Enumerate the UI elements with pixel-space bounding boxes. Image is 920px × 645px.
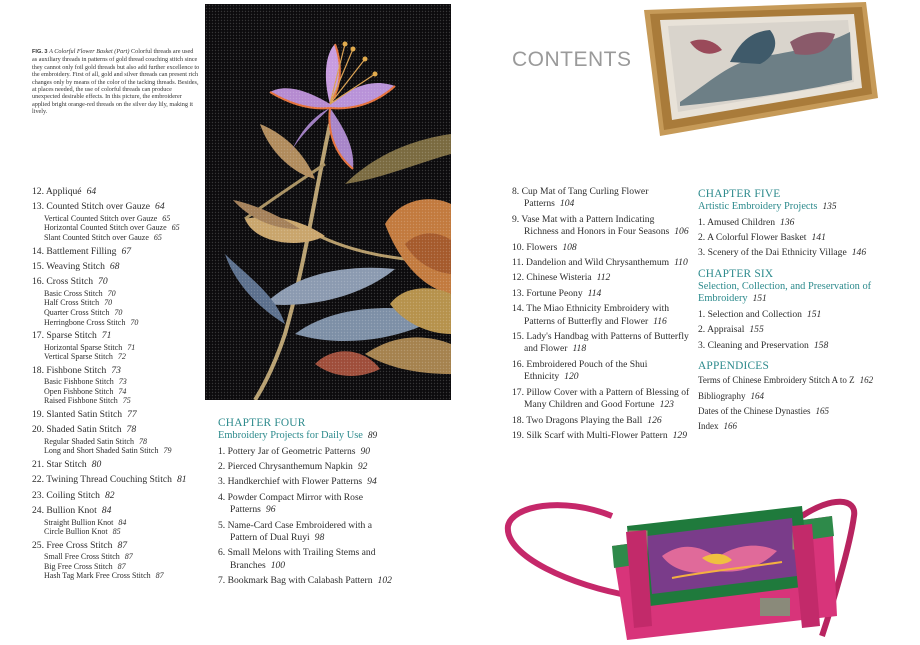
toc-entry[interactable]: Dates of the Chinese Dynasties 165 xyxy=(698,406,829,417)
toc-subentry[interactable]: Basic Cross Stitch 70 xyxy=(44,288,116,298)
toc-entry-12-applique[interactable]: 12. Appliqué 64 xyxy=(32,186,97,197)
toc-subentry[interactable]: Hash Tag Mark Free Cross Stitch 87 xyxy=(44,571,164,581)
chapter-five-title[interactable]: Artistic Embroidery Projects 135 xyxy=(698,201,837,212)
toc-entry[interactable]: 2. A Colorful Flower Basket 141 xyxy=(698,232,826,243)
toc-entry[interactable]: 1. Selection and Collection 151 xyxy=(698,309,822,320)
toc-subentry[interactable]: Long and Short Shaded Satin Stitch 79 xyxy=(44,446,172,456)
toc-entry[interactable]: 1. Pottery Jar of Geometric Patterns 90 xyxy=(218,445,371,457)
toc-entry-18-fishbone[interactable]: 18. Fishbone Stitch 73 xyxy=(32,364,121,376)
toc-entry[interactable]: 3. Handkerchief with Flower Patterns 94 xyxy=(218,476,377,488)
toc-entry[interactable]: 15. Lady's Handbag with Patterns of Butterfly and Flower 118 xyxy=(512,331,689,355)
toc-entry-20-shaded-satin[interactable]: 20. Shaded Satin Stitch 78 xyxy=(32,424,137,436)
chapter-six-label: CHAPTER SIX xyxy=(698,267,774,280)
toc-subentry[interactable]: Horizontal Counted Stitch over Gauze 65 xyxy=(44,223,180,233)
toc-entry[interactable]: 16. Embroidered Pouch of the Shui Ethnicity 120 xyxy=(512,358,648,383)
toc-entry[interactable]: Index 166 xyxy=(698,421,737,432)
toc-subentry[interactable]: Basic Fishbone Stitch 73 xyxy=(44,377,127,387)
toc-entry-22-twining[interactable]: 22. Twining Thread Couching Stitch 81 xyxy=(32,474,187,486)
toc-column-4 xyxy=(698,188,888,433)
contents-heading: CONTENTS xyxy=(512,48,632,71)
toc-subentry[interactable]: Open Fishbone Stitch 74 xyxy=(44,386,127,396)
toc-subentry[interactable]: Small Free Cross Stitch 87 xyxy=(44,552,133,562)
toc-entry[interactable]: Terms of Chinese Embroidery Stitch A to Z 162 xyxy=(698,375,874,386)
toc-subentry[interactable]: Slant Counted Stitch over Gauze 65 xyxy=(44,233,162,242)
toc-entry[interactable]: 19. Silk Scarf with Multi-Flower Pattern 129 xyxy=(512,429,688,441)
toc-entry-15-weaving[interactable]: 15. Weaving Stitch 68 xyxy=(32,261,120,272)
toc-subentry[interactable]: Quarter Cross Stitch 70 xyxy=(44,308,123,317)
handbag-illustration xyxy=(502,486,866,640)
figure-number: FIG. 3 xyxy=(32,49,48,55)
toc-entry-14-battlement[interactable]: 14. Battlement Filling 67 xyxy=(32,245,132,257)
toc-entry[interactable]: 3. Scenery of the Dai Ethnicity Village 146 xyxy=(698,247,867,259)
toc-entry-24-bullion[interactable]: 24. Bullion Knot 84 xyxy=(32,505,112,517)
toc-entry[interactable]: 8. Cup Mat of Tang Curling Flower Patterns 104 xyxy=(512,186,649,210)
appendices-label: APPENDICES xyxy=(698,360,769,373)
chapter-four-title[interactable]: Embroidery Projects for Daily Use 89 xyxy=(218,430,378,441)
toc-entry[interactable]: 13. Fortune Peony 114 xyxy=(512,287,602,299)
toc-entry-16-cross[interactable]: 16. Cross Stitch 70 xyxy=(32,276,108,288)
toc-subentry[interactable]: Herringbone Cross Stitch 70 xyxy=(44,317,139,327)
chapter-six-title[interactable]: Selection, Collection, and Preservation of Embroidery 151 xyxy=(698,280,872,305)
lily-illustration xyxy=(205,4,451,400)
toc-entry[interactable]: 2. Pierced Chrysanthemum Napkin 92 xyxy=(218,461,368,472)
toc-subentry[interactable]: Raised Fishbone Stitch 75 xyxy=(44,396,131,406)
toc-entry-25-free-cross[interactable]: 25. Free Cross Stitch 87 xyxy=(32,539,128,551)
toc-subentry[interactable]: Regular Shaded Satin Stitch 78 xyxy=(44,436,147,446)
toc-column-1 xyxy=(32,186,204,581)
toc-subentry[interactable]: Half Cross Stitch 70 xyxy=(44,298,113,308)
toc-entry-13-counted-stitch[interactable]: 13. Counted Stitch over Gauze 64 xyxy=(32,201,165,213)
toc-entry[interactable]: 10. Flowers 108 xyxy=(512,241,577,253)
toc-entry[interactable]: 1. Amused Children 136 xyxy=(698,216,795,228)
toc-entry[interactable]: 14. The Miao Ethnicity Embroidery with Patterns of Butterfly and Flower 116 xyxy=(512,303,670,327)
toc-entry[interactable]: 5. Name-Card Case Embroidered with a Pattern of Dual Ruyi 98 xyxy=(218,519,372,544)
toc-subentry[interactable]: Vertical Sparse Stitch 72 xyxy=(44,352,126,362)
toc-entry-23-coiling[interactable]: 23. Coiling Stitch 82 xyxy=(32,489,115,501)
toc-entry[interactable]: 17. Pillow Cover with a Pattern of Blessing of Many Children and Good Fortune 123 xyxy=(512,386,690,411)
toc-entry[interactable]: 7. Bookmark Bag with Calabash Pattern 102 xyxy=(218,575,392,587)
toc-entry[interactable]: 18. Two Dragons Playing the Ball 126 xyxy=(512,414,662,426)
toc-subentry[interactable]: Big Free Cross Stitch 87 xyxy=(44,561,126,571)
toc-entry[interactable]: 3. Cleaning and Preservation 158 xyxy=(698,339,829,351)
toc-entry[interactable]: 9. Vase Mat with a Pattern Indicating Richness and Honors in Four Seasons 106 xyxy=(512,213,689,238)
figure-caption xyxy=(32,48,200,116)
framed-picture-illustration xyxy=(640,2,880,136)
toc-subentry[interactable]: Circle Bullion Knot 85 xyxy=(44,527,121,537)
toc-subentry[interactable]: Straight Bullion Knot 84 xyxy=(44,517,127,527)
lily-embroidery-photo xyxy=(205,4,451,400)
toc-column-3 xyxy=(512,186,690,442)
toc-entry[interactable]: Bibliography 164 xyxy=(698,390,764,401)
toc-entry-21-star[interactable]: 21. Star Stitch 80 xyxy=(32,458,102,470)
figure-title: A Colorful Flower Basket (Part) xyxy=(49,48,130,55)
toc-subentry[interactable]: Vertical Counted Stitch over Gauze 65 xyxy=(44,213,171,223)
framed-embroidery-photo xyxy=(640,2,880,136)
toc-entry-19-slanted-satin[interactable]: 19. Slanted Satin Stitch 77 xyxy=(32,408,137,420)
toc-entry[interactable]: 2. Appraisal 155 xyxy=(698,324,764,336)
chapter-four-label: CHAPTER FOUR xyxy=(218,417,306,429)
toc-entry[interactable]: 11. Dandelion and Wild Chrysanthemum 110 xyxy=(512,257,688,269)
toc-entry-17-sparse[interactable]: 17. Sparse Stitch 71 xyxy=(32,330,112,342)
toc-subentry[interactable]: Horizontal Sparse Stitch 71 xyxy=(44,342,136,352)
figure-body: Colorful threads are used as auxiliary threads in patterns of gold thread couching stitch since they cannot only foil gold threads but also add further excellence to the embroidery. First of all, gold and silver threads can present rich changes only by means of the color of the tacking threads. Besides, at places needed, the use of colorful threads can produce unexpected desirable effects. In this picture, the embroiderer applied bright orange-red threads on the silver day lily, making it lively. xyxy=(32,48,200,116)
toc-entry[interactable]: 6. Small Melons with Trailing Stems and Branches 100 xyxy=(218,547,376,571)
toc-chapter-four xyxy=(218,417,398,588)
embroidered-handbag-photo xyxy=(502,486,866,640)
toc-entry[interactable]: 4. Powder Compact Mirror with Rose Patterns 96 xyxy=(218,491,363,516)
toc-entry[interactable]: 12. Chinese Wisteria 112 xyxy=(512,272,611,284)
chapter-five-label: CHAPTER FIVE xyxy=(698,188,781,200)
